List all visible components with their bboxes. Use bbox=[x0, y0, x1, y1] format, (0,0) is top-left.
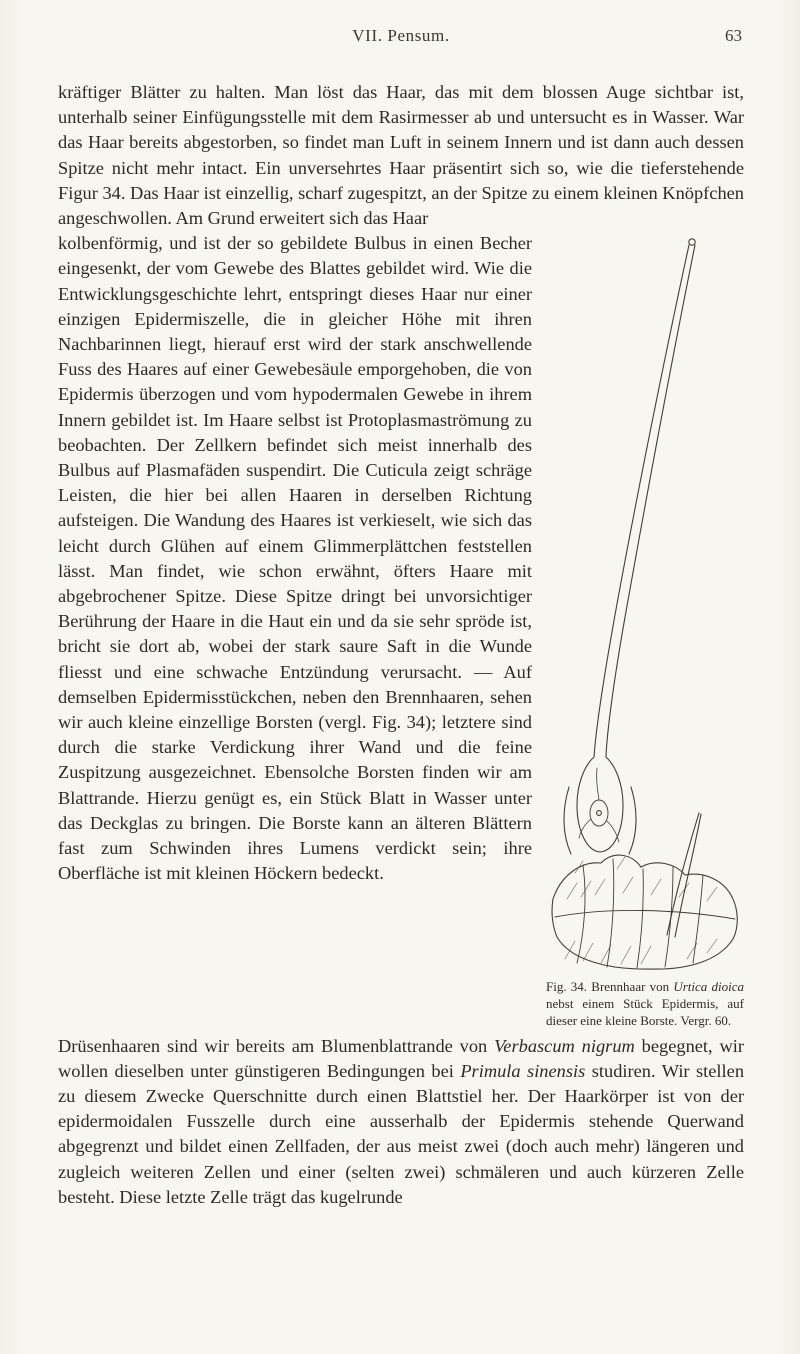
caption-text-suffix: nebst einem Stück Epidermis, auf dieser eine kleine Borste. Vergr. 60. bbox=[546, 996, 744, 1028]
closing-text-a: Drüsenhaaren sind wir bereits am Blumenblattrande von bbox=[58, 1035, 495, 1056]
brennhaar-illustration bbox=[547, 233, 743, 971]
page-body bbox=[58, 80, 744, 1210]
closing-text-c: studiren. Wir stellen zu diesem Zwecke Querschnitte durch einen Blattstiel her. Der Haarkörper ist von der epidermoidalen Fusszelle durch eine ausserhalb der Epidermis stehende Querwand abgegrenzt und bildet einen Zellfaden, der aus meist zwei (doch auch mehr) längeren und zugleich weiteren Zellen und einer (selten zwei) schmäleren und auch kürzeren Zelle besteht. Diese letzte Zelle trägt das kugelrunde bbox=[58, 1060, 745, 1207]
species-name-primula: Primula sinensis bbox=[460, 1060, 586, 1081]
page-header bbox=[58, 26, 744, 52]
figure-34 bbox=[546, 233, 744, 1029]
paragraph-intro: kräftiger Blätter zu halten. Man löst das Haar, das mit dem blossen Auge sichtbar ist, unterhalb seiner Einfügungsstelle mit dem Rasirmesser ab und untersucht es in Wasser. War das Haar bereits abgestorben, so findet man Luft in seinem Innern und ist dann auch dessen Spitze nicht mehr intact. Ein unversehrtes Haar präsentirt sich so, wie die tieferstehende Figur 34. Das Haar ist einzellig, scharf zugespitzt, an der Spitze zu einem kleinen Knöpfchen angeschwollen. Am Grund erweitert sich das Haar bbox=[58, 82, 744, 229]
paragraph-closing bbox=[58, 1034, 744, 1210]
figure-caption bbox=[546, 979, 744, 1029]
species-name-verbascum: Verbascum nigrum bbox=[494, 1035, 635, 1056]
caption-species-name: Urtica dioica bbox=[673, 979, 744, 995]
running-head: VII. Pensum. bbox=[352, 26, 450, 45]
caption-text-prefix: Fig. 34. Brennhaar von bbox=[546, 979, 674, 995]
page-number: 63 bbox=[725, 26, 742, 45]
text-with-figure-section bbox=[58, 231, 744, 1028]
closing-text-b: begegnet, wir wollen dieselben unter günstigeren Bedingungen bei bbox=[58, 1035, 745, 1081]
paragraph-wrapped: kolbenförmig, und ist der so gebildete Bulbus in einen Becher eingesenkt, der vom Gewebe des Blattes gebildet wird. Wie die Entwicklungsgeschichte lehrt, entspringt dieses Haar nur einer einzigen Epidermiszelle, die in gleicher Höhe mit ihren Nachbarinnen liegt, hierauf erst wird der stark anschwellende Fuss des Haares auf einer Gewebesäule emporgehoben, die von Epidermis überzogen und vom hypodermalen Gewebe in ihrem Innern gebildet ist. Im Haare selbst ist Protoplasmaströmung zu beobachten. Der Zellkern befindet sich meist innerhalb des Bulbus auf Plasmafäden suspendirt. Die Cuticula zeigt schräge Leisten, die hier bei allen Haaren in derselben Richtung aufsteigen. Die Wandung des Haares ist verkieselt, wie sich das leicht durch Glühen auf einem Glimmerplättchen feststellen lässt. Man findet, wie schon erwähnt, öfters Haare mit abgebrochener Spitze. Diese Spitze dringt bei unvorsichtiger Berührung der Haare in die Haut ein und da sie sehr spröde ist, bricht sie dort ab, wobei der stark saure Saft in die Wunde fliesst und eine schwache Entzündung verursacht. — Auf demselben Epidermisstückchen, neben den Brennhaaren, sehen wir auch kleine einzellige Borsten (vergl. Fig. 34); letztere sind durch die starke Verdickung ihrer Wand und die feine Zuspitzung ausgezeichnet. Ebensolche Borsten finden wir am Blattrande. Hierzu genügt es, ein Stück Blatt in Wasser unter das Deckglas zu bringen. Die Borste kann an älteren Blättern fast zum Schwinden ihres Lumens verdickt sein; ihre Oberfläche ist mit kleinen Höckern bedeckt. bbox=[58, 233, 532, 884]
